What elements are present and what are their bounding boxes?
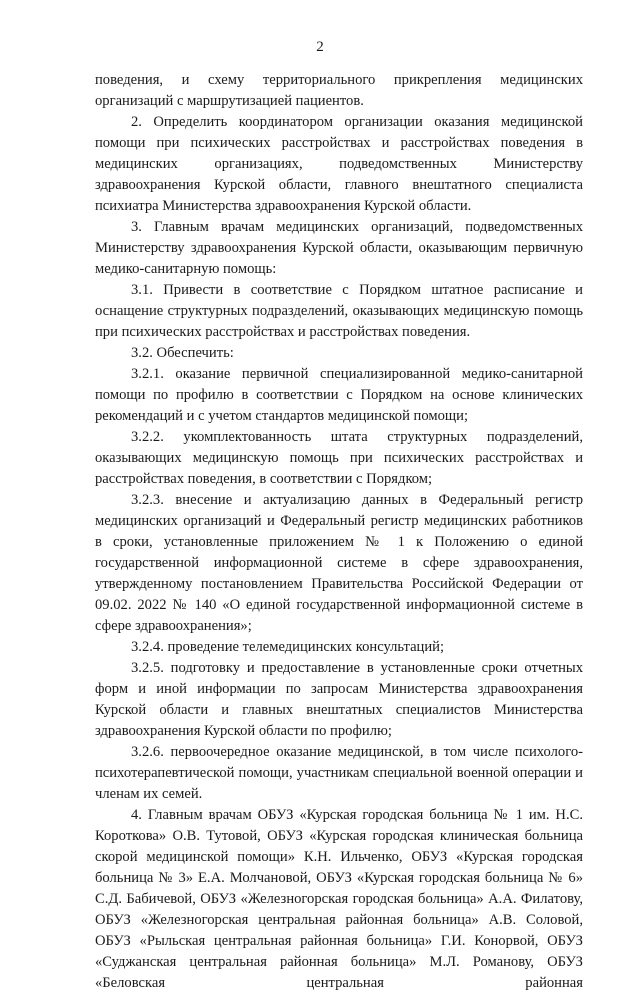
page-number: 2: [316, 39, 324, 55]
paragraph-item-3-2-2: 3.2.2. укомплектованность штата структурных подразделений, оказывающих медицинскую помощь при психических расстройствах и расстройствах поведения, в соответствии с Порядком;: [95, 429, 583, 487]
paragraph-item-4: 4. Главным врачам ОБУЗ «Курская городская больница № 1 им. Н.С. Короткова» О.В. Тутовой, ОБУЗ «Курская городская клиническая больница скорой медицинской помощи» К.Н. Ильченко, ОБУЗ «Курская городская больница № 3» Е.А. Молчановой, ОБУЗ «Курская городская больница № 6» С.Д. Бабичевой, ОБУЗ «Железногорская городская больница» А.А. Филатову, ОБУЗ «Железногорская центральная районная больница» А.В. Соловой, ОБУЗ «Рыльская центральная районная больница» Г.И. Конорвой, ОБУЗ «Суджанская центральная районная больница» М.Л. Романову, ОБУЗ «Беловская центральная районная: [95, 807, 583, 991]
document-body: [95, 70, 583, 994]
paragraph-item-3-2-3: 3.2.3. внесение и актуализацию данных в Федеральный регистр медицинских организаций и Федеральный регистр медицинских работников в сроки, установленные приложением № 1 к Положению о единой государственной информационной системе в сфере здравоохранения, утвержденному постановлением Правительства Российской Федерации от 09.02. 2022 № 140 «О единой государственной информационной системе в сфере здравоохранения»;: [95, 492, 583, 634]
paragraph-continuation: поведения, и схему территориального прикрепления медицинских организаций с маршрутизацией пациентов.: [95, 72, 583, 109]
paragraph-item-3: 3. Главным врачам медицинских организаций, подведомственных Министерству здравоохранения Курской области, оказывающим первичную медико-санитарную помощь:: [95, 219, 583, 277]
paragraph-item-3-2-4: 3.2.4. проведение телемедицинских консультаций;: [131, 639, 445, 655]
paragraph-item-3-2-1: 3.2.1. оказание первичной специализированной медико-санитарной помощи по профилю в соответствии с Порядком на основе клинических рекомендаций и с учетом стандартов медицинской помощи;: [95, 366, 583, 424]
paragraph-item-3-2-6: 3.2.6. первоочередное оказание медицинской, в том числе психолого-психотерапевтической помощи, участникам специальной военной операции и членам их семей.: [95, 744, 583, 802]
paragraph-item-3-2-5: 3.2.5. подготовку и предоставление в установленные сроки отчетных форм и иной информации по запросам Министерства здравоохранения Курской области и главных внештатных специалистов Министерства здравоохранения Курской области по профилю;: [95, 660, 583, 739]
paragraph-item-3-2: 3.2. Обеспечить:: [131, 345, 234, 361]
paragraph-item-3-1: 3.1. Привести в соответствие с Порядком штатное расписание и оснащение структурных подразделений, оказывающих медицинскую помощь при психических расстройствах и расстройствах поведения.: [95, 282, 583, 340]
paragraph-item-2: 2. Определить координатором организации оказания медицинской помощи при психических расстройствах и расстройствах поведения в медицинских организациях, подведомственных Министерству здравоохранения Курской области, главного внештатного специалиста психиатра Министерства здравоохранения Курской области.: [95, 114, 583, 214]
